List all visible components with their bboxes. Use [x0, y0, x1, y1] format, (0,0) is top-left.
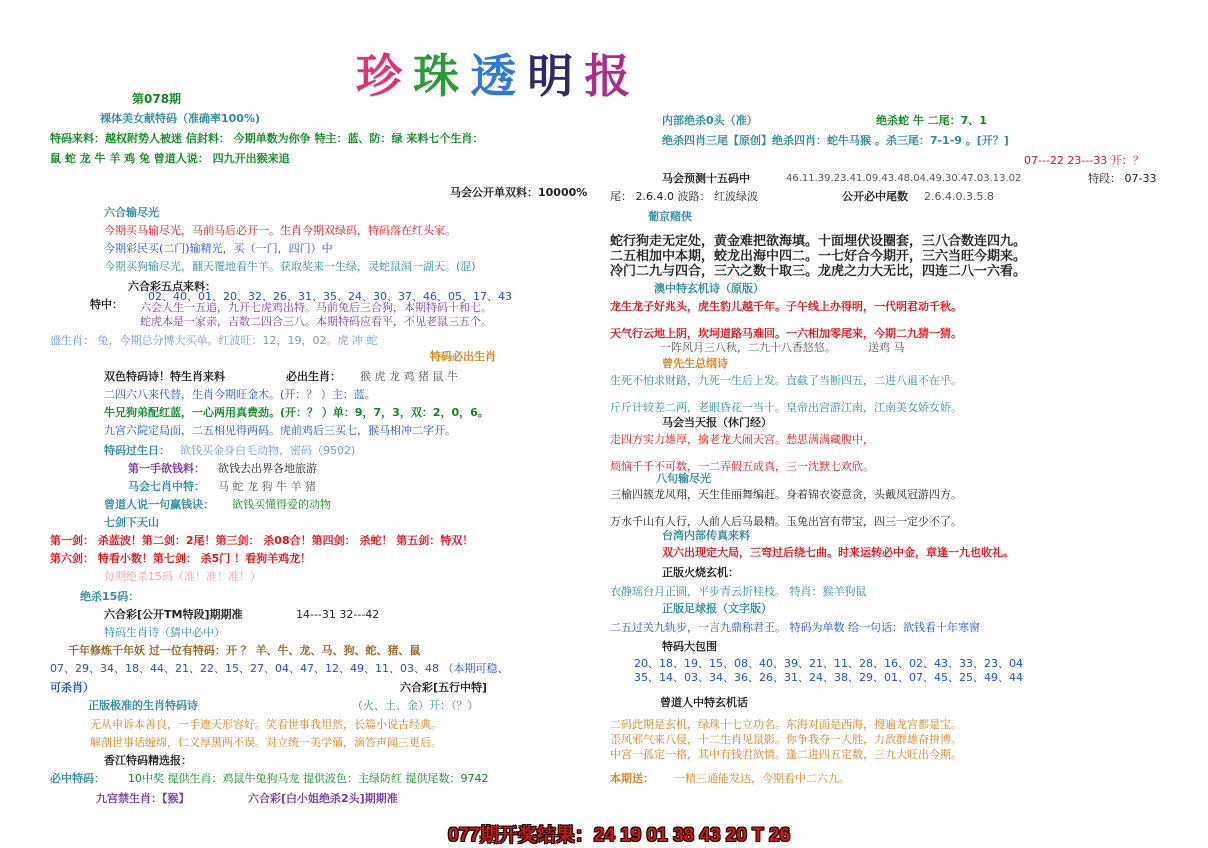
text-line: 20、18、19、15、08、40、39、21、11、28、16、02、43、33、23、04 — [634, 657, 1023, 670]
text-label: 公开必中尾数 — [842, 190, 908, 203]
text-label: 双色特码诗！特生肖来料 — [104, 370, 225, 383]
text-line: 天气行云地上阴，坎坷道路马难回。一六相加零尾来，今期二九猜一猜。 — [610, 327, 962, 340]
text-line: 尾： 2.6.4.0 波路： 红波绿波 — [610, 190, 758, 203]
text-line: 解剖世事话缠绵，仁义厚黑两不误。对立统一美学俑，滴答声闻三更后。 — [90, 736, 442, 749]
text-line: 斤斤计较差二两，老眼昏花一当十。皇帝出宫游江南，江南美女娇女娇。 — [610, 401, 962, 414]
section-heading: 正版火烧玄机： — [662, 566, 739, 579]
section-heading: 香江特码精选报： — [104, 754, 192, 767]
text-line: 46.11.39.23.41.09.43.48.04.49.30.47.03.13.02 — [786, 173, 1022, 184]
text-line: 绝杀蛇 牛 二尾：7、1 — [876, 114, 987, 127]
section-heading: 六合输尽光 — [104, 206, 159, 219]
text-line: 蛇行狗走无定处，黄金难把欲海填。十面埋伏设圈套，三八合数连四九。 — [610, 234, 1027, 249]
text-line: 10中奖 提供生肖：鸡鼠牛兔狗马龙 提供波色：主绿防红 提供尾数：9742 — [128, 772, 489, 785]
text-line: 千年修炼千年妖 过一位有特码：开 ？ 羊、牛、龙、马、狗、蛇、猪、鼠 — [68, 644, 421, 657]
text-line: 中宫一孤定一格，其中有钱君欲情。逢二进四五定数，三九大旺出今期。 — [610, 748, 962, 761]
text-line: 特码来料：越权附势人被迷 信封料： 今期单数为你争 特主：蓝、防：绿 来料七个生肖： — [50, 132, 484, 145]
text-label: 第一手欲钱料： — [128, 462, 205, 475]
section-heading: 曾道人中特玄机话 — [660, 696, 748, 709]
section-heading: 特码必出生肖 — [430, 350, 496, 363]
text-line: 欲钱买金身白毛动物，密码（9502) — [180, 444, 356, 457]
section-heading: 正版足球报（文字版） — [662, 602, 772, 615]
text-line: 猴 虎 龙 鸡 猪 鼠 牛 — [360, 370, 458, 383]
title-char: 透 — [470, 49, 523, 103]
text-line: 盛生肖： 兔，今期总分博大买单。红波旺：12，19，02。虎 冲 蛇 — [50, 334, 378, 347]
text-label: 内部绝杀0头（准） — [662, 114, 758, 127]
text-label: 六合彩[白小姐绝杀2头]期期准 — [248, 792, 398, 805]
text-line: 双六出现定大局，三弯过后绕七曲。时来运转必中金，章逢一九也收礼。 — [662, 546, 1014, 559]
text-label: 曾道人说一句赢钱诀： — [104, 498, 214, 511]
text-label: 必中特码： — [50, 772, 105, 785]
text-line: 35、14、03、34、36、26、31、24、38、29、01、07、45、25、49、44 — [634, 671, 1023, 684]
section-heading: 澳中特玄机诗（原版） — [654, 282, 764, 295]
text-line: 生死不怕求财路，九死一生后上发。直截了当断四五，二进八退不在乎。 — [610, 374, 962, 387]
section-heading: 特码大包围 — [662, 640, 717, 653]
text-line: 特段： 07-33 — [1088, 172, 1157, 185]
text-label: 本期送： — [610, 772, 654, 785]
text-label: 九宫禁生肖：【猴】 — [96, 792, 190, 805]
text-line: 马 蛇 龙 狗 牛 羊 猪 — [218, 480, 316, 493]
section-heading: 八句输尽光 — [656, 472, 711, 485]
section-heading: 台湾内部传真来料 — [662, 529, 750, 542]
text-line: 今期买马输尽光，马前马后必开一。生肖今期双绿码，特码落在红头家。 — [104, 224, 456, 237]
text-line: 2.6.4.0.3.5.8 — [924, 190, 994, 203]
text-label: 马会预测十五码中 — [662, 172, 750, 185]
section-heading: 七剑下天山 — [104, 516, 159, 529]
text-line: 欲钱去出界各地旅游 — [218, 462, 317, 475]
issue-number: 第078期 — [132, 92, 182, 106]
section-heading: 葡京赌侠 — [648, 210, 692, 223]
text-line: 万水千山有人行，人前人后马最精。玉兔出宫有带宝，四三一定少不了。 — [610, 515, 962, 528]
text-line: （火、土、金）开：（？） — [352, 699, 479, 712]
section-heading: 曾先生总纲诗 — [662, 357, 728, 370]
text-label: 特码过生日： — [104, 444, 170, 457]
text-line: 送鸡 马 — [868, 341, 905, 354]
text-line: 二码此期是玄机，绿珠十七立功名。东海对面是西海，搜遍龙宫都是宝。 — [610, 718, 962, 731]
text-line: 衣静瑶台月正圆，平步青云折桂枝。 特肖：猴羊狗鼠 — [610, 585, 867, 598]
section-heading: 马会当天报（休门经） — [662, 416, 772, 429]
text-line: 07、29、34、18、44、21、22、15、27、04、47、12、49、11、03、48 （本期可稳、 — [50, 662, 509, 675]
section-heading: 六合彩五点来料： — [128, 280, 216, 293]
text-line: 今期买狗输尽光，翻天覆地看牛羊。获取奖来一生绿，灵蛇鼠洞一湖天。(混) — [104, 260, 476, 273]
text-line: 每期绝杀15码（准！准！准！） — [104, 570, 261, 583]
text-line: 九宫六院定局面，二五相见得两码。虎前鸡后三买七，猴马相冲二字开。 — [104, 424, 456, 437]
text-line: 二五过关九轨步，一言九鼎称君王。 特码为单数 给一句话：欲钱看十年寒窗 — [610, 621, 980, 634]
text-line: 鼠 蛇 龙 牛 羊 鸡 兔 曾道人说： 四九开出猴来追 — [50, 152, 290, 165]
text-line: 二四六八来代替，生肖今期旺金木。(开：？ ）主：蓝。 — [104, 388, 376, 401]
section-heading: 正版极准的生肖特码诗 — [88, 699, 198, 712]
text-line: 冷门二九与四合，三六之数十取三。龙虎之力大无比，四连二八一六看。 — [610, 264, 1027, 279]
text-line: 六会人生一五追，九开七虎鸡出特。马前兔后三合狗，本期特码十和七。 — [140, 301, 492, 314]
text-line: 马会公开单双料：10000% — [450, 186, 588, 199]
title-char: 珍 — [356, 49, 408, 103]
text-line: 绝杀四肖三尾【原创】绝杀四肖：蛇牛马猴 。杀三尾：7-1-9 。[开？] — [662, 134, 1009, 147]
text-label: 必出生肖： — [286, 370, 341, 383]
text-label: 特中： — [90, 298, 123, 311]
text-line: 14---31 32---42 — [296, 608, 380, 621]
title-char: 明 — [527, 49, 580, 103]
text-line: 龙生龙子好兆头，虎生豹儿越千年。子午线上办得明，一代明君动千秋。 — [610, 300, 962, 313]
text-line: 第一剑： 杀蓝波！第二剑：2尾！第三剑： 杀08合！第四剑： 杀蛇！ 第五剑：特双！ — [50, 534, 474, 547]
text-label: 六合彩[五行中特] — [400, 681, 488, 694]
section-heading: 裸体美女献特码（准确率100%) — [100, 112, 261, 125]
text-line: 特码生肖诗（猜中必中） — [104, 626, 225, 639]
lottery-result: 077期开奖结果：24 19 01 38 43 20 T 26 — [448, 825, 791, 846]
text-line: 烦恼千千不可数，一二弄假五成真，三一沈默七欢欣。 — [610, 460, 874, 473]
text-label: 六合彩[公开TM特段]期期准 — [104, 608, 243, 621]
text-label: 可杀肖） — [50, 681, 94, 694]
text-line: 07---22 23---33 开：？ — [1024, 154, 1144, 167]
text-line: 一阵风月三八秋，二九十八香悠悠。 — [660, 341, 836, 354]
text-line: 三榆四簇龙凤翔，天生佳丽舞编赶。身着锦衣姿意贪，头戴凤冠游四方。 — [610, 488, 962, 501]
text-line: 无从申诉本善良，一手遮天形容好。笑看世事我坦然，长篇小说古经典。 — [90, 718, 442, 731]
text-line: 牛兄狗弟配红蓝，一心两用真费劲。(开：？ ）单：9，7，3，双：2，0，6。 — [104, 406, 489, 419]
text-line: 二五相加中本期，蛟龙出海中四二。一七好合今期开，三六当旺今期来。 — [610, 249, 1027, 264]
page-title — [356, 40, 636, 106]
text-line: 欲钱买懂得爱的动物 — [232, 498, 331, 511]
text-line: 走四方实力雄厚，擒老龙大闹天宫。愁思满满藏腹中， — [610, 433, 874, 446]
text-line: 第六剑： 特看小数！第七剑： 杀5门 ！看狗羊鸡龙！ — [50, 552, 312, 565]
text-line: 02、40、01、20、32、26、31、35、24、30、37、46、05、17、43 — [148, 290, 512, 303]
title-char: 报 — [584, 49, 637, 103]
text-line: 一精三通能发达，今期看中二六九。 — [674, 772, 850, 785]
text-line: 今期彩民买(二门)输精光，买（一门，四门）中 — [104, 242, 333, 255]
section-heading: 绝杀15码： — [80, 590, 140, 603]
text-line: 蛇虎本是一家亲，吉数二四合三八。本期特码应看平，不见老鼠三五个。 — [140, 315, 492, 328]
text-label: 马会七肖中特： — [128, 480, 205, 493]
text-line: 歪风邪气来八侵，十二生肖见鼠影。你争我夺一人胜，力敌群雄奋拼博。 — [610, 733, 962, 746]
title-char: 珠 — [413, 49, 466, 103]
